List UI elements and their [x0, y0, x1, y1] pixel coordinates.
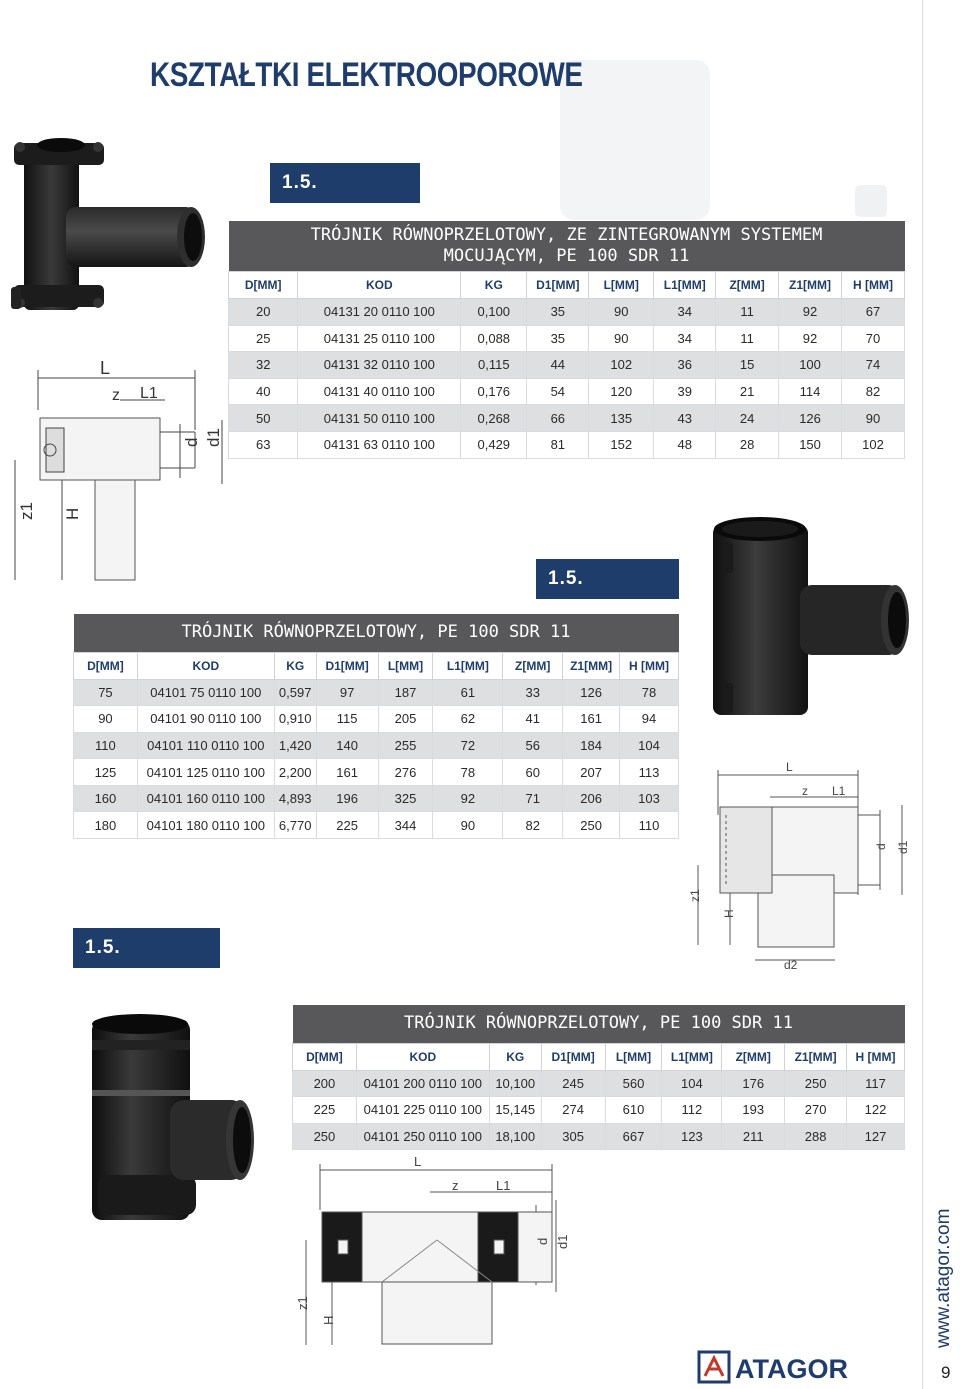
svg-text:d: d [874, 843, 888, 850]
table-cell: 78 [433, 759, 503, 786]
column-header: Z1[MM] [563, 652, 620, 679]
table-cell: 04131 20 0110 100 [298, 299, 461, 326]
table-cell: 2,200 [274, 759, 316, 786]
table-cell: 255 [378, 732, 433, 759]
table-cell: 102 [589, 352, 654, 379]
watermark-icon [855, 185, 887, 217]
svg-text:d2: d2 [784, 958, 798, 972]
table-cell: 245 [541, 1070, 605, 1097]
table-cell: 48 [654, 431, 716, 458]
table-cell: 33 [503, 679, 563, 706]
table-cell: 21 [716, 378, 779, 405]
table-cell: 04101 110 0110 100 [137, 732, 274, 759]
table-cell: 344 [378, 812, 433, 839]
svg-text:L1: L1 [140, 385, 158, 402]
section-badge: 1.5. [270, 163, 420, 203]
table-cell: 92 [779, 299, 842, 326]
table-cell: 04131 63 0110 100 [298, 431, 461, 458]
column-header: L1[MM] [662, 1043, 722, 1070]
table-row [229, 299, 905, 326]
table-row [74, 706, 679, 733]
table-cell: 56 [503, 732, 563, 759]
table-cell: 205 [378, 706, 433, 733]
column-header: D1[MM] [527, 272, 589, 299]
table-cell: 04101 160 0110 100 [137, 785, 274, 812]
table-cell: 114 [779, 378, 842, 405]
column-header: Z1[MM] [779, 272, 842, 299]
table-row [293, 1123, 905, 1150]
technical-drawing-3 [290, 1150, 590, 1350]
svg-text:ATAGOR: ATAGOR [735, 1354, 848, 1384]
table-cell: 200 [293, 1070, 357, 1097]
table-cell: 0,088 [461, 325, 527, 352]
table-row [74, 759, 679, 786]
table-cell: 44 [527, 352, 589, 379]
table-cell: 15,145 [489, 1097, 541, 1124]
table-title: TRÓJNIK RÓWNOPRZELOTOWY, PE 100 SDR 11 [293, 1005, 905, 1043]
table-cell: 28 [716, 431, 779, 458]
svg-text:H: H [63, 507, 82, 520]
table-cell: 35 [527, 325, 589, 352]
table-title: TRÓJNIK RÓWNOPRZELOTOWY, ZE ZINTEGROWANYM SYSTEMEM MOCUJĄCYM, PE 100 SDR 11 [229, 221, 905, 272]
table-cell: 20 [229, 299, 298, 326]
table-cell: 92 [779, 325, 842, 352]
column-header: Z[MM] [716, 272, 779, 299]
section-badge: 1.5. [73, 928, 220, 968]
page-number: 9 [941, 1363, 951, 1382]
table-cell: 270 [785, 1097, 847, 1124]
table-cell: 04131 25 0110 100 [298, 325, 461, 352]
table-cell: 0,176 [461, 378, 527, 405]
table-cell: 126 [563, 679, 620, 706]
product-table-1 [228, 221, 905, 459]
table-cell: 70 [842, 325, 905, 352]
table-cell: 60 [503, 759, 563, 786]
svg-text:d1: d1 [896, 840, 910, 854]
table-cell: 0,100 [461, 299, 527, 326]
page-title: KSZTAŁTKI ELEKTROOPOROWE [150, 56, 583, 94]
table-cell: 112 [662, 1097, 722, 1124]
table-cell: 120 [589, 378, 654, 405]
table-cell: 4,893 [274, 785, 316, 812]
table-cell: 35 [527, 299, 589, 326]
product-table-3 [292, 1005, 905, 1150]
table-cell: 67 [842, 299, 905, 326]
table-cell: 97 [316, 679, 378, 706]
svg-text:z: z [112, 387, 120, 404]
table-cell: 103 [620, 785, 679, 812]
atagor-logo [697, 1350, 907, 1386]
table-cell: 126 [779, 405, 842, 432]
table-cell: 04131 32 0110 100 [298, 352, 461, 379]
table-cell: 75 [74, 679, 138, 706]
table-cell: 102 [842, 431, 905, 458]
table-cell: 90 [589, 325, 654, 352]
table-cell: 24 [716, 405, 779, 432]
svg-text:d: d [535, 1237, 550, 1245]
column-header: D1[MM] [541, 1043, 605, 1070]
table-cell: 123 [662, 1123, 722, 1150]
column-header: L[MM] [378, 652, 433, 679]
table-cell: 10,100 [489, 1070, 541, 1097]
column-header: Z[MM] [722, 1043, 785, 1070]
table-row [74, 679, 679, 706]
table-cell: 40 [229, 378, 298, 405]
table-cell: 211 [722, 1123, 785, 1150]
table-cell: 04101 75 0110 100 [137, 679, 274, 706]
table-cell: 110 [74, 732, 138, 759]
column-header: D[MM] [74, 652, 138, 679]
table-cell: 90 [433, 812, 503, 839]
table-cell: 207 [563, 759, 620, 786]
table-cell: 0,429 [461, 431, 527, 458]
table-cell: 152 [589, 431, 654, 458]
table-title: TRÓJNIK RÓWNOPRZELOTOWY, PE 100 SDR 11 [74, 614, 679, 652]
table-cell: 122 [847, 1097, 905, 1124]
table-cell: 184 [563, 732, 620, 759]
column-header: Z1[MM] [785, 1043, 847, 1070]
table-row [293, 1097, 905, 1124]
table-cell: 62 [433, 706, 503, 733]
svg-text:L1: L1 [496, 1178, 511, 1193]
table-cell: 04101 90 0110 100 [137, 706, 274, 733]
table-cell: 82 [842, 378, 905, 405]
table-cell: 32 [229, 352, 298, 379]
column-header: D1[MM] [316, 652, 378, 679]
table-cell: 0,115 [461, 352, 527, 379]
table-cell: 0,910 [274, 706, 316, 733]
table-row [74, 785, 679, 812]
column-header: H [MM] [847, 1043, 905, 1070]
table-cell: 125 [74, 759, 138, 786]
svg-text:d: d [182, 437, 201, 447]
column-header: L1[MM] [433, 652, 503, 679]
table-row [74, 732, 679, 759]
svg-text:z: z [452, 1178, 459, 1193]
product-photo-tee-medium [705, 515, 910, 720]
table-cell: 161 [316, 759, 378, 786]
table-cell: 160 [74, 785, 138, 812]
website-link[interactable]: www.atagor.com [933, 1208, 954, 1348]
table-cell: 25 [229, 325, 298, 352]
table-cell: 250 [293, 1123, 357, 1150]
table-body [229, 299, 905, 459]
table-row [229, 405, 905, 432]
table-cell: 39 [654, 378, 716, 405]
table-cell: 196 [316, 785, 378, 812]
table-cell: 225 [293, 1097, 357, 1124]
table-cell: 288 [785, 1123, 847, 1150]
table-cell: 04101 250 0110 100 [356, 1123, 489, 1150]
technical-drawing-2 [680, 755, 910, 975]
svg-text:L1: L1 [832, 784, 846, 798]
table-cell: 54 [527, 378, 589, 405]
technical-drawing-1 [0, 350, 230, 585]
table-cell: 117 [847, 1070, 905, 1097]
svg-text:H: H [321, 1315, 336, 1325]
table-cell: 94 [620, 706, 679, 733]
svg-text:z1: z1 [17, 502, 36, 520]
table-cell: 6,770 [274, 812, 316, 839]
table-cell: 610 [605, 1097, 662, 1124]
svg-text:z1: z1 [295, 1296, 310, 1310]
table-cell: 113 [620, 759, 679, 786]
svg-text:L: L [100, 358, 111, 378]
svg-text:L: L [414, 1154, 422, 1169]
table-cell: 61 [433, 679, 503, 706]
table-cell: 250 [785, 1070, 847, 1097]
svg-text:d1: d1 [204, 428, 223, 447]
column-header: H [MM] [842, 272, 905, 299]
table-cell: 305 [541, 1123, 605, 1150]
table-cell: 92 [433, 785, 503, 812]
table-cell: 04101 180 0110 100 [137, 812, 274, 839]
table-cell: 276 [378, 759, 433, 786]
table-cell: 150 [779, 431, 842, 458]
table-cell: 04101 125 0110 100 [137, 759, 274, 786]
table-cell: 72 [433, 732, 503, 759]
column-header: KG [461, 272, 527, 299]
table-cell: 74 [842, 352, 905, 379]
table-cell: 325 [378, 785, 433, 812]
table-cell: 63 [229, 431, 298, 458]
column-header: KOD [298, 272, 461, 299]
column-header: KG [489, 1043, 541, 1070]
table-cell: 104 [620, 732, 679, 759]
table-cell: 81 [527, 431, 589, 458]
table-cell: 41 [503, 706, 563, 733]
table-cell: 82 [503, 812, 563, 839]
table-cell: 274 [541, 1097, 605, 1124]
table-cell: 667 [605, 1123, 662, 1150]
svg-text:L: L [786, 760, 793, 774]
product-table-2 [73, 614, 679, 839]
column-header: KG [274, 652, 316, 679]
table-cell: 193 [722, 1097, 785, 1124]
product-photo-clamp-tee [6, 125, 211, 325]
product-photo-tee-large [80, 1010, 260, 1225]
table-header-row [229, 272, 905, 299]
table-row [229, 325, 905, 352]
table-row [74, 812, 679, 839]
table-cell: 187 [378, 679, 433, 706]
svg-text:z1: z1 [688, 889, 702, 902]
column-header: D[MM] [293, 1043, 357, 1070]
table-cell: 225 [316, 812, 378, 839]
table-cell: 90 [589, 299, 654, 326]
table-body [74, 679, 679, 839]
table-cell: 04131 50 0110 100 [298, 405, 461, 432]
table-cell: 36 [654, 352, 716, 379]
column-header: Z[MM] [503, 652, 563, 679]
table-cell: 18,100 [489, 1123, 541, 1150]
table-cell: 71 [503, 785, 563, 812]
table-cell: 135 [589, 405, 654, 432]
table-cell: 127 [847, 1123, 905, 1150]
table-cell: 11 [716, 299, 779, 326]
svg-text:d1: d1 [555, 1234, 570, 1249]
table-cell: 0,268 [461, 405, 527, 432]
table-cell: 34 [654, 299, 716, 326]
page-edge-rule [922, 0, 923, 1389]
table-cell: 50 [229, 405, 298, 432]
table-cell: 78 [620, 679, 679, 706]
table-cell: 104 [662, 1070, 722, 1097]
svg-text:z: z [802, 784, 808, 798]
column-header: L[MM] [605, 1043, 662, 1070]
table-cell: 90 [74, 706, 138, 733]
table-cell: 1,420 [274, 732, 316, 759]
table-cell: 560 [605, 1070, 662, 1097]
table-cell: 161 [563, 706, 620, 733]
table-cell: 140 [316, 732, 378, 759]
column-header: KOD [137, 652, 274, 679]
table-cell: 11 [716, 325, 779, 352]
table-cell: 15 [716, 352, 779, 379]
table-cell: 176 [722, 1070, 785, 1097]
column-header: L1[MM] [654, 272, 716, 299]
column-header: D[MM] [229, 272, 298, 299]
table-header-row [74, 652, 679, 679]
table-cell: 90 [842, 405, 905, 432]
table-cell: 34 [654, 325, 716, 352]
table-cell: 110 [620, 812, 679, 839]
table-cell: 66 [527, 405, 589, 432]
table-row [229, 352, 905, 379]
table-cell: 180 [74, 812, 138, 839]
table-header-row [293, 1043, 905, 1070]
table-row [293, 1070, 905, 1097]
column-header: H [MM] [620, 652, 679, 679]
table-cell: 0,597 [274, 679, 316, 706]
svg-text:H: H [722, 909, 736, 918]
section-badge: 1.5. [536, 559, 679, 599]
column-header: KOD [356, 1043, 489, 1070]
table-cell: 04101 225 0110 100 [356, 1097, 489, 1124]
table-row [229, 378, 905, 405]
column-header: L[MM] [589, 272, 654, 299]
table-cell: 04131 40 0110 100 [298, 378, 461, 405]
table-cell: 43 [654, 405, 716, 432]
table-cell: 206 [563, 785, 620, 812]
table-cell: 115 [316, 706, 378, 733]
table-cell: 250 [563, 812, 620, 839]
table-row [229, 431, 905, 458]
table-cell: 100 [779, 352, 842, 379]
table-body [293, 1070, 905, 1150]
table-cell: 04101 200 0110 100 [356, 1070, 489, 1097]
